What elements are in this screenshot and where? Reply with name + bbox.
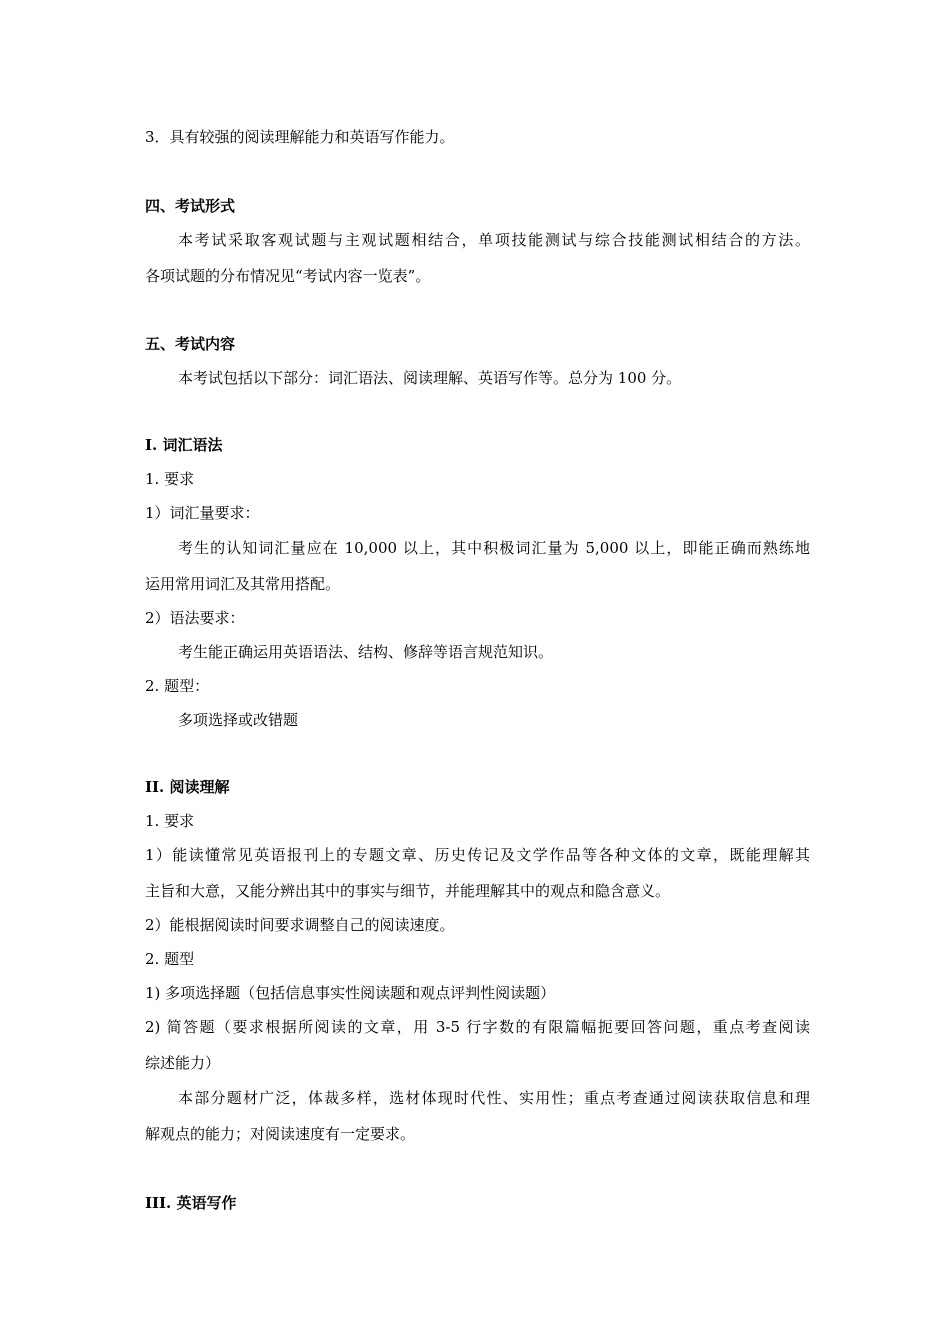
reading-requirement-1-line-1: 1）能读懂常见英语报刊上的专题文章、历史传记及文学作品等各种文体的文章，既能理解其 — [145, 846, 810, 864]
reading-requirements-label: 1. 要求 — [145, 812, 195, 830]
vocab-size-label: 1）词汇量要求： — [145, 504, 260, 522]
requirement-item-3: 3．具有较强的阅读理解能力和英语写作能力。 — [145, 128, 455, 146]
vocab-size-text-line-2: 运用常用词汇及其常用搭配。 — [145, 575, 341, 593]
grammar-requirements-label: 2）语法要求： — [145, 609, 245, 627]
reading-question-type-2-line-2: 综述能力） — [145, 1054, 221, 1072]
section-heading-exam-content: 五、考试内容 — [145, 335, 236, 353]
part-heading-vocabulary-grammar: I. 词汇语法 — [145, 436, 223, 454]
reading-question-type-2-line-1: 2) 简答题（要求根据所阅读的文章，用 3-5 行字数的有限篇幅扼要回答问题，重点考查阅读 — [145, 1018, 810, 1036]
reading-question-type-label: 2. 题型 — [145, 950, 195, 968]
part-heading-reading: II. 阅读理解 — [145, 778, 230, 796]
grammar-requirements-text: 考生能正确运用英语语法、结构、修辞等语言规范知识。 — [178, 643, 554, 661]
vocab-question-type-text: 多项选择或改错题 — [178, 711, 299, 729]
part-heading-english-writing: III. 英语写作 — [145, 1194, 237, 1212]
reading-summary-line-1: 本部分题材广泛，体裁多样，选材体现时代性、实用性；重点考查通过阅读获取信息和理 — [178, 1089, 810, 1107]
reading-requirement-2: 2）能根据阅读时间要求调整自己的阅读速度。 — [145, 916, 455, 934]
section-heading-exam-format: 四、考试形式 — [145, 197, 236, 215]
exam-format-paragraph-line-1: 本考试采取客观试题与主观试题相结合，单项技能测试与综合技能测试相结合的方法。 — [178, 231, 810, 249]
reading-requirement-1-line-2: 主旨和大意，又能分辨出其中的事实与细节，并能理解其中的观点和隐含意义。 — [145, 882, 671, 900]
exam-format-paragraph-line-2: 各项试题的分布情况见“考试内容一览表”。 — [145, 267, 431, 285]
exam-content-paragraph: 本考试包括以下部分：词汇语法、阅读理解、英语写作等。总分为 100 分。 — [178, 369, 682, 387]
vocab-size-text-line-1: 考生的认知词汇量应在 10,000 以上，其中积极词汇量为 5,000 以上，即能正确而熟练地 — [178, 539, 810, 557]
reading-question-type-1: 1) 多项选择题（包括信息事实性阅读题和观点评判性阅读题） — [145, 984, 556, 1002]
vocab-question-type-label: 2. 题型： — [145, 677, 210, 695]
vocab-requirements-label: 1. 要求 — [145, 470, 195, 488]
reading-summary-line-2: 解观点的能力；对阅读速度有一定要求。 — [145, 1125, 416, 1143]
